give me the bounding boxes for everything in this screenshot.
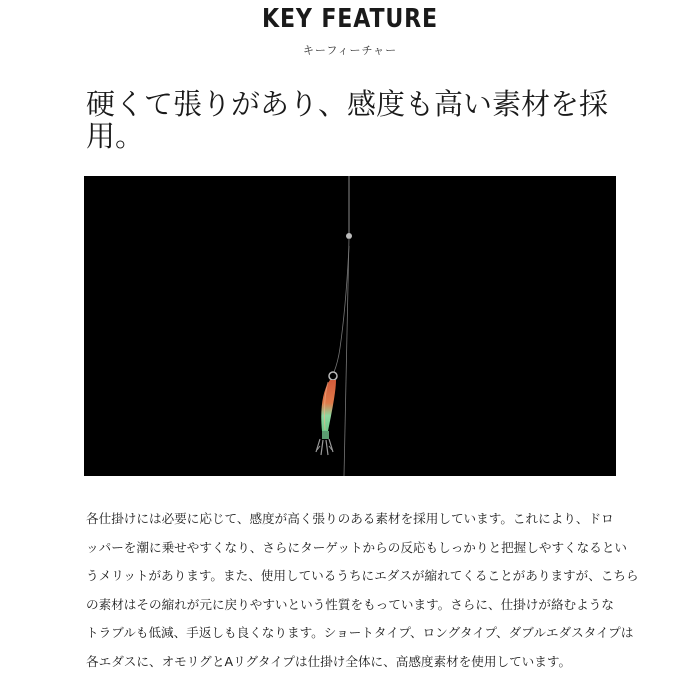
body-line: トラブルも低減、手返しも良くなります。ショートタイプ、ロングタイプ、ダブルエダスタイプは (86, 625, 634, 641)
body-line: ッパーを潮に乗せやすくなり、さらにターゲットからの反応もしっかりと把握しやすくなるとい (86, 539, 628, 555)
squid-lure-icon (316, 372, 337, 455)
product-photo (84, 176, 616, 476)
body-line: 各仕掛けには必要に応じて、感度が高く張りのある素材を採用しています。これにより、ドロ (86, 511, 614, 526)
body-line: 各エダスに、オモリグとAリグタイプは仕掛け全体に、高感度素材を使用しています。 (86, 653, 572, 669)
body-paragraph (86, 505, 639, 677)
leader-line (344, 238, 349, 476)
fishing-rig-icon (84, 176, 616, 476)
headline: 硬くて張りがあり、感度も高い素材を採用。 (86, 87, 609, 153)
body-line: うメリットがあります。また、使用しているうちにエダスが縮れてくることがありますが、こちら (86, 568, 639, 584)
body-line: の素材はその縮れが元に戻りやすいという性質をもっています。さらに、仕掛けが絡むような (86, 596, 614, 612)
key-feature-title: KEY FEATURE (261, 4, 438, 34)
key-feature-subtitle: キーフィーチャー (302, 44, 398, 57)
